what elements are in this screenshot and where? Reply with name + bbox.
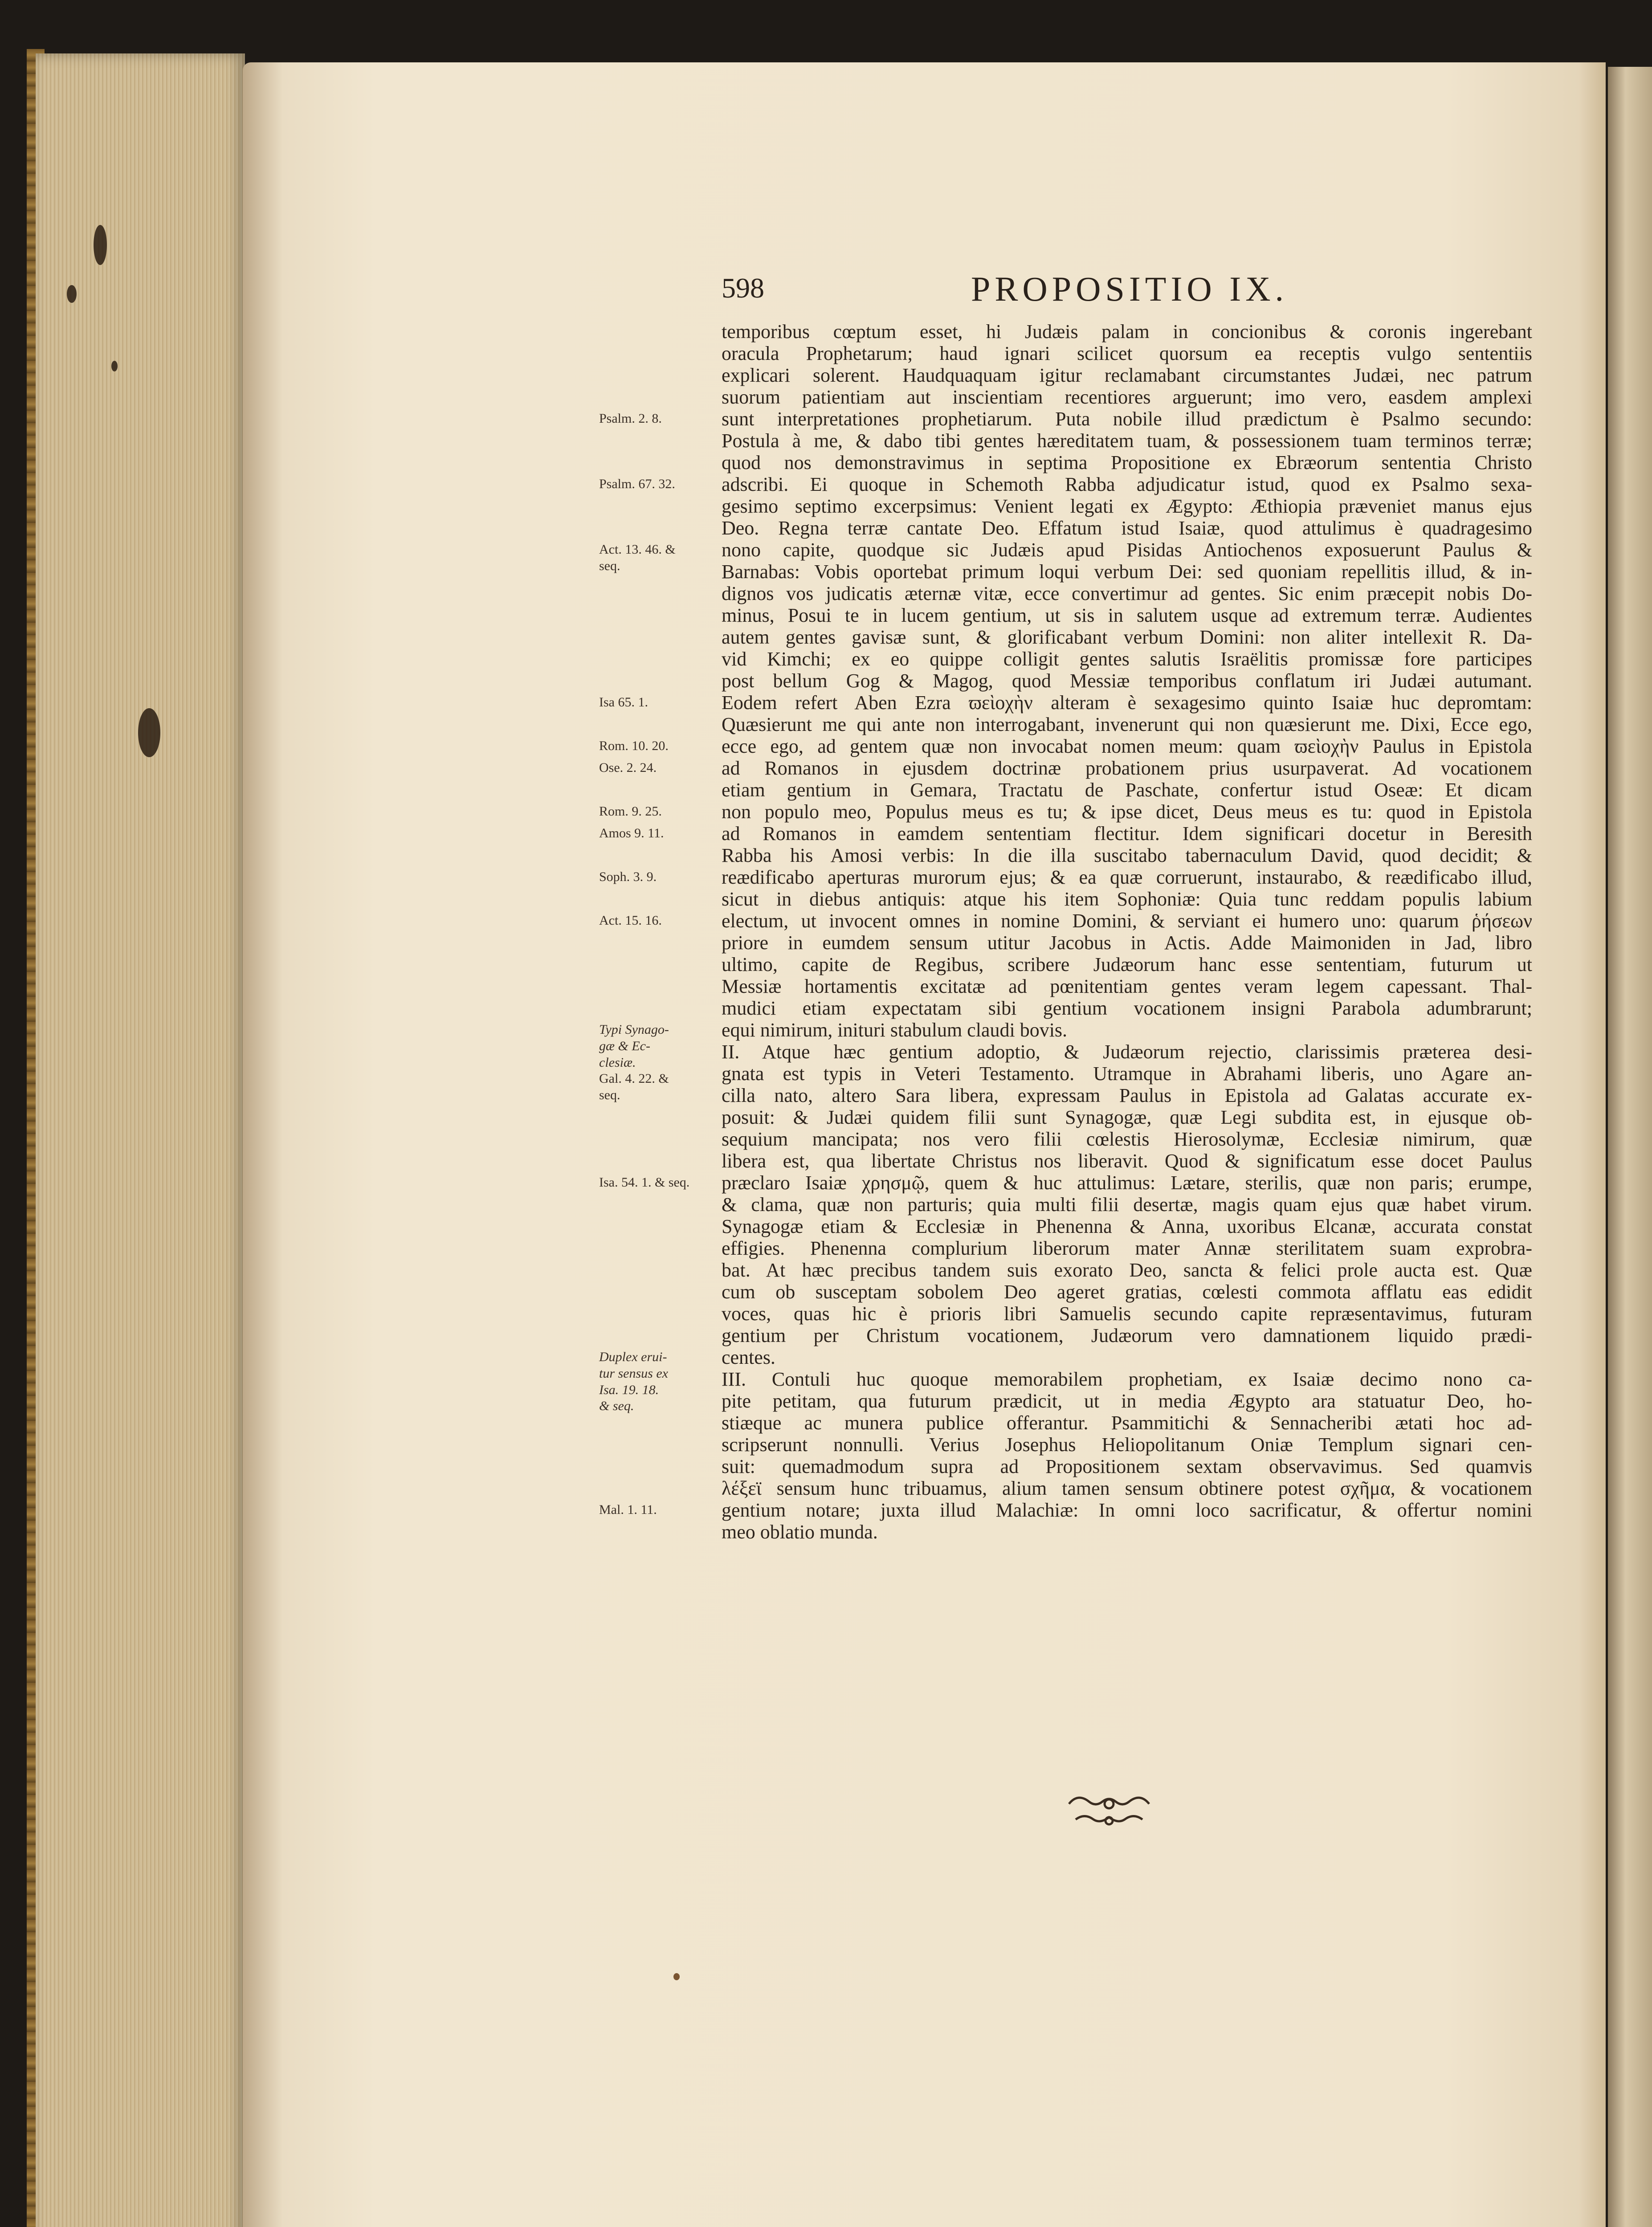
text-line: ad Romanos in eamdem sententiam flectitur. Idem significari docetur in Beresith	[722, 823, 1532, 844]
text-line: sicut in diebus antiquis: atque his item Sophoniæ: Quia tunc reddam populis labium	[722, 888, 1532, 910]
page-number: 598	[722, 272, 764, 304]
text-line: Barnabas: Vobis oportebat primum loqui verbum Dei: sed quoniam repellitis illud, & in-	[722, 561, 1532, 583]
stain-mark	[138, 708, 160, 757]
text-line: Eodem refert Aben Ezra ϖεὶοχὴν alteram è sexagesimo quinto Isaiæ huc depromtam:	[722, 692, 1532, 714]
margin-note: Act. 13. 46. &	[599, 542, 676, 557]
text-line: ad Romanos in ejusdem doctrinæ probationem prius usurpaverat. Ad vocationem	[722, 757, 1532, 779]
text-line: stiæque ac munera publice offerantur. Psammitichi & Sennacheribi ætati hoc ad-	[722, 1412, 1532, 1434]
text-line: cilla nato, altero Sara libera, expressam Paulus in Epistola ad Galatas accurate ex-	[722, 1085, 1532, 1106]
text-line: λέξεϊ sensum hunc tribuamus, alium tamen sensum obtinere potest σχῆμα, & vocationem	[722, 1477, 1532, 1499]
running-head	[722, 269, 1568, 321]
text-line: etiam gentium in Gemara, Tractatu de Paschate, confertur istud Oseæ: Et dicam	[722, 779, 1532, 801]
text-line: gentium notare; juxta illud Malachiæ: In omni loco sacrificatur, & offertur nomini	[722, 1499, 1532, 1521]
margin-note: seq.	[599, 1088, 620, 1102]
text-line: Rabba his Amosi verbis: In die illa suscitabo tabernaculum David, quod decidit; &	[722, 844, 1532, 866]
text-line: adscribi. Ei quoque in Schemoth Rabba adjudicatur istud, quod ex Psalmo sexa-	[722, 473, 1532, 495]
margin-note: Mal. 1. 11.	[599, 1502, 657, 1517]
margin-note: Soph. 3. 9.	[599, 869, 657, 884]
text-line: ecce ego, ad gentem quæ non invocabat nomen meum: quam ϖεὶοχὴν Paulus in Epistola	[722, 735, 1532, 757]
stain-mark	[67, 285, 77, 303]
margin-note: Rom. 10. 20.	[599, 738, 669, 753]
tailpiece-ornament	[1060, 1786, 1158, 1835]
text-line: Synagogæ etiam & Ecclesiæ in Phenenna & Anna, uxoribus Elcanæ, accurata constat	[722, 1215, 1532, 1237]
margin-note: Typi Synago-	[599, 1022, 669, 1037]
margin-note: Isa. 54. 1. & seq.	[599, 1175, 690, 1190]
margin-note: Isa 65. 1.	[599, 695, 648, 710]
text-line: electum, ut invocent omnes in nomine Domini, & serviant ei humero uno: quarum ῥήσεων	[722, 910, 1532, 932]
margin-note: Amos 9. 11.	[599, 826, 664, 840]
text-line: sequium mancipata; nos vero filii cœlestis Hierosolymæ, Ecclesiæ nimirum, quæ	[722, 1128, 1532, 1150]
margin-note: seq.	[599, 558, 620, 573]
text-line: autem gentes gavisæ sunt, & glorificabant verbum Domini: non aliter intellexit R. Da-	[722, 626, 1532, 648]
margin-note: Ose. 2. 24.	[599, 760, 657, 775]
text-line: III. Contuli huc quoque memorabilem prophetiam, ex Isaiæ decimo nono ca-	[722, 1368, 1532, 1390]
text-line: cum ob susceptam sobolem Deo ageret gratias, cœlesti commota afflatu eas edidit	[722, 1281, 1532, 1303]
text-line: Postula à me, & dabo tibi gentes hæreditatem tuam, & possessionem tuam terminos terræ;	[722, 430, 1532, 452]
text-line: pite petitam, qua futurum prædicit, ut in media Ægypto ara statuatur Deo, ho-	[722, 1390, 1532, 1412]
margin-note: Rom. 9. 25.	[599, 804, 662, 819]
text-line: suorum patientiam aut inscientiam recentiores arguerunt; imo vero, easdem amplexi	[722, 386, 1532, 408]
text-line: priore in eumdem sensum utitur Jacobus in Actis. Adde Maimoniden in Jad, libro	[722, 932, 1532, 954]
text-line: sunt interpretationes prophetiarum. Puta nobile illud prædictum è Psalmo secundo:	[722, 408, 1532, 430]
text-line: meo oblatio munda.	[722, 1521, 878, 1543]
text-line: mudici etiam expectatam sibi gentium vocationem insigni Parabola adumbrarunt;	[722, 997, 1532, 1019]
text-line: & clama, quæ non parturis; quia multi filii desertæ, magis quam ejus quæ habet virum.	[722, 1194, 1532, 1215]
text-line: nono capite, quodque sic Judæis apud Pisidas Antiochenos exposuerunt Paulus &	[722, 539, 1532, 561]
ink-spot	[673, 1973, 680, 1980]
margin-note: tur sensus ex	[599, 1366, 668, 1381]
text-line: Messiæ hortamentis excitatæ ad pœnitentiam gentes veram legem capessant. Thal-	[722, 975, 1532, 997]
text-line: oracula Prophetarum; haud ignari scilicet quorsum ea receptis vulgo sententiis	[722, 343, 1532, 364]
margin-note: & seq.	[599, 1399, 634, 1414]
text-line: quod nos demonstravimus in septima Propositione ex Ebræorum sententia Christo	[722, 452, 1532, 473]
margin-note: Act. 15. 16.	[599, 913, 662, 928]
stain-mark	[94, 225, 107, 265]
text-line: minus, Posui te in lucem gentium, ut sis in salutem usque ad extremum terræ. Audientes	[722, 604, 1532, 626]
text-line: temporibus cœptum esset, hi Judæis palam in concionibus & coronis ingerebant	[722, 321, 1532, 343]
text-line: vid Kimchi; ex eo quippe colligit gentes salutis Israëlitis promissæ fore participes	[722, 648, 1532, 670]
text-line: voces, quas hic è prioris libri Samuelis secundo capite repræsentavimus, futuram	[722, 1303, 1532, 1325]
text-line: suit: quemadmodum supra ad Propositionem sextam observavimus. Sed quamvis	[722, 1456, 1532, 1477]
page-title: PROPOSITIO IX.	[971, 269, 1289, 308]
text-line: post bellum Gog & Magog, quod Messiæ temporibus conflatum iri Judæi autumant.	[722, 670, 1532, 692]
facing-page-edge	[1608, 67, 1652, 2227]
margin-note: Psalm. 67. 32.	[599, 477, 675, 491]
text-line: reædificabo aperturas murorum ejus; & ea quæ corruerunt, instaurabo, & reædificabo illud,	[722, 866, 1532, 888]
margin-note: Duplex erui-	[599, 1350, 667, 1364]
text-line: scripserunt nonnulli. Verius Josephus Heliopolitanum Oniæ Templum signari cen-	[722, 1434, 1532, 1456]
margin-note: gæ & Ec-	[599, 1038, 650, 1053]
text-line: Deo. Regna terræ cantate Deo. Effatum istud Isaiæ, quod attulimus è quadragesimo	[722, 517, 1532, 539]
text-line: equi nimirum, inituri stabulum claudi bovis.	[722, 1019, 1068, 1041]
text-line: II. Atque hæc gentium adoptio, & Judæorum rejectio, clarissimis præterea desi-	[722, 1041, 1532, 1063]
text-line: gnata est typis in Veteri Testamento. Utramque in Abrahami liberis, uno Agare an-	[722, 1063, 1532, 1085]
stain-mark	[111, 361, 118, 371]
text-line: centes.	[722, 1346, 775, 1368]
text-line: dignos vos judicatis æternæ vitæ, ecce convertimur ad gentes. Sic enim præcepit nobis Do-	[722, 583, 1532, 604]
book-fore-edge	[36, 53, 245, 2227]
text-line: bat. At hæc precibus tandem suis exorato Deo, sancta & felici prole aucta est. Quæ	[722, 1259, 1532, 1281]
text-line: ultimo, capite de Regibus, scribere Judæorum hanc esse sententiam, futurum ut	[722, 954, 1532, 975]
text-line: gentium per Christum vocationem, Judæorum vero damnationem liquido prædi-	[722, 1325, 1532, 1346]
text-line: non populo meo, Populus meus es tu; & ipse dicet, Deus meus es tu: quod in Epistola	[722, 801, 1532, 823]
margin-note: Psalm. 2. 8.	[599, 411, 662, 426]
margin-note: Isa. 19. 18.	[599, 1382, 659, 1397]
text-line: explicari solerent. Haudquaquam igitur reclamabant circumstantes Judæi, nec patrum	[722, 364, 1532, 386]
text-line: Quæsierunt me qui ante non interrogabant, invenerunt qui non quæsierunt me. Dixi, Ecce ego,	[722, 714, 1532, 735]
margin-note: clesiæ.	[599, 1055, 636, 1070]
text-line: gesimo septimo excerpsimus: Venient legati ex Ægypto: Æthiopia præveniet manus ejus	[722, 495, 1532, 517]
margin-note: Gal. 4. 22. &	[599, 1071, 669, 1086]
text-line: posuit: & Judæi quidem filii sunt Synagogæ, quæ Legi subdita est, in ejusque ob-	[722, 1106, 1532, 1128]
text-line: libera est, qua libertate Christus nos liberavit. Quod & significatum esse docet Paulus	[722, 1150, 1532, 1172]
text-line: præclaro Isaiæ χρησμῷ, quem & huc attulimus: Lætare, sterilis, quæ non paris; erumpe,	[722, 1172, 1532, 1194]
text-line: effigies. Phenenna complurium liberorum mater Annæ sterilitatem suam exprobra-	[722, 1237, 1532, 1259]
